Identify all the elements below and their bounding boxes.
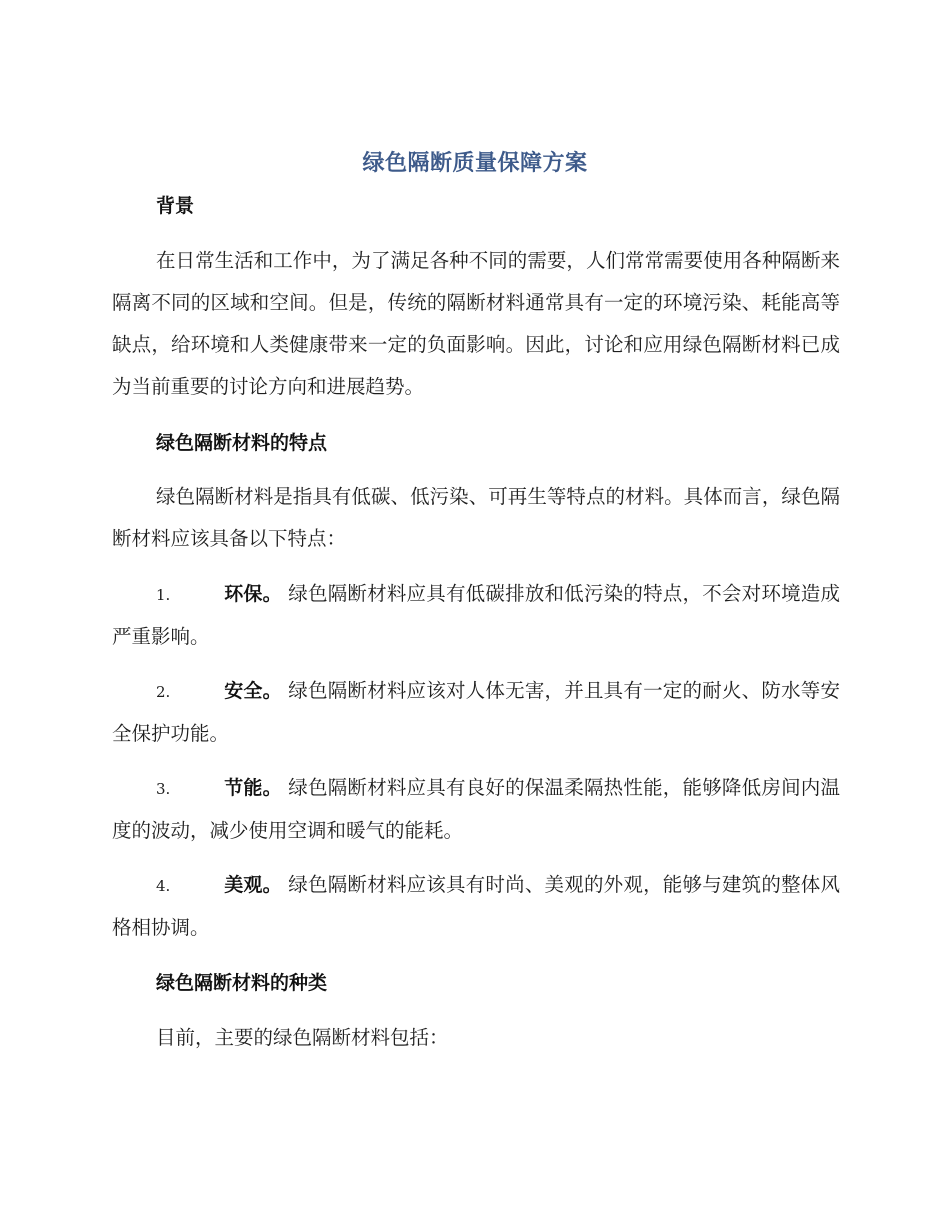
list-item-text: 绿色隔断材料应具有低碳排放和低污染的特点，不会对环境造成严重影响。 [112, 582, 840, 648]
list-item-number: 1. [156, 586, 171, 604]
list-item-number: 2. [156, 683, 171, 701]
list-item-label: 安全。 [224, 680, 282, 702]
list-item-label: 环保。 [224, 583, 282, 605]
section-heading-features: 绿色隔断材料的特点 [156, 432, 328, 454]
section-heading-types: 绿色隔断材料的种类 [156, 972, 328, 994]
section-heading-background: 背景 [156, 195, 195, 217]
list-item-number: 4. [156, 877, 171, 895]
paragraph-types-intro: 目前，主要的绿色隔断材料包括： [156, 1026, 449, 1049]
list-item [112, 864, 840, 949]
paragraph-features-intro: 绿色隔断材料是指具有低碳、低污染、可再生等特点的材料。具体而言，绿色隔断材料应该具备以下特点： [112, 485, 840, 550]
list-item-label: 美观。 [224, 874, 282, 896]
list-item-number: 3. [156, 780, 171, 798]
list-item [112, 670, 840, 755]
list-item [112, 573, 840, 658]
list-item-label: 节能。 [224, 777, 282, 799]
list-item-text: 绿色隔断材料应该对人体无害，并且具有一定的耐火、防水等安全保护功能。 [112, 679, 840, 745]
list-item-text: 绿色隔断材料应具有良好的保温柔隔热性能，能够降低房间内温度的波动，减少使用空调和暖气的能耗。 [112, 776, 840, 842]
document-title: 绿色隔断质量保障方案 [362, 151, 588, 176]
list-item [112, 767, 840, 852]
list-item-text: 绿色隔断材料应该具有时尚、美观的外观，能够与建筑的整体风格相协调。 [112, 873, 840, 939]
paragraph-background: 在日常生活和工作中，为了满足各种不同的需要，人们常常需要使用各种隔断来隔离不同的区域和空间。但是，传统的隔断材料通常具有一定的环境污染、耗能高等缺点，给环境和人类健康带来一定的负面影响。因此，讨论和应用绿色隔断材料已成为当前重要的讨论方向和进展趋势。 [112, 249, 840, 398]
